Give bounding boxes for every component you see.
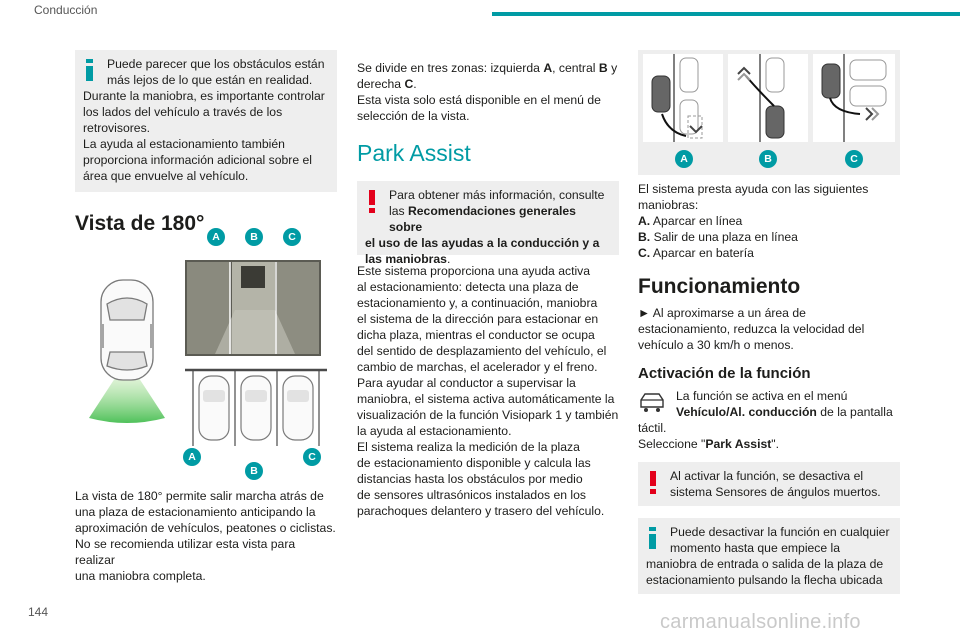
zones-paragraph: Se divide en tres zonas: izquierda A, central B y derecha C. Esta vista solo está disponible en el menú de selección de la vista. bbox=[357, 61, 618, 123]
car-icon bbox=[101, 280, 153, 380]
note-line: área que envuelve al vehículo. bbox=[83, 169, 249, 183]
subsection-heading: Activación de la función bbox=[638, 365, 811, 382]
maneuver-b-badge: B bbox=[759, 150, 777, 168]
maneuver-a-badge: A bbox=[675, 150, 693, 168]
view-180-illustration bbox=[75, 231, 337, 480]
note-line: La ayuda al estacionamiento también bbox=[83, 137, 285, 151]
column-right bbox=[638, 50, 900, 594]
section-heading: Funcionamiento bbox=[638, 275, 801, 298]
warning-note: Para obtener más información, consulte las Recomendaciones generales sobre el uso de las ayudas a la conducción y a las maniobras. bbox=[357, 181, 619, 255]
operation-paragraph: ► Al aproximarse a un área de estacionamiento, reduzca la velocidad del vehículo a 30 km/h o menos. bbox=[638, 306, 865, 352]
info-icon bbox=[649, 527, 656, 549]
column-left bbox=[75, 50, 337, 584]
maneuvers-intro: El sistema presta ayuda con las siguientes maniobras: bbox=[638, 182, 869, 212]
warning-icon bbox=[650, 471, 656, 495]
park-assist-description: Este sistema proporciona una ayuda activa al estacionamiento: detecta una plaza de estacionamiento y, a continuación, maniobra el sistema de la dirección para estacionar en dicha plaza, mientras el conductor se ocupa del sentido de desplazamiento del vehículo, el cambio de marchas, el acelerador y el freno. Para ayudar al conductor a supervisar la maniobra, el sistema activa automáticamente la visualización de la función Visiopark 1 y también la ayuda al estacionamiento. El sistema realiza la medición de la plaza de estacionamiento disponible y calcula las distancias hasta los obstáculos por medio de sensores ultrasónicos instalados en los parachoques delantero y trasero del vehículo. bbox=[357, 264, 619, 518]
column-middle bbox=[357, 50, 619, 519]
note-line: los lados del vehículo a través de los bbox=[83, 105, 283, 119]
zone-b-badge: B bbox=[245, 228, 263, 246]
list-item: A. Aparcar en línea bbox=[638, 214, 743, 228]
section-heading: Vista de 180° bbox=[75, 212, 205, 235]
maneuver-illustration bbox=[638, 50, 900, 175]
zone-c-badge: C bbox=[303, 448, 321, 466]
maneuvers-list bbox=[638, 213, 900, 261]
view-180-diagram bbox=[75, 240, 337, 480]
zone-b-badge: B bbox=[245, 462, 263, 480]
info-note: Puede desactivar la función en cualquier momento hasta que empiece la maniobra de entrada o salida de la plaza de estacionamiento pulsando la flecha ubicada bbox=[638, 518, 900, 594]
warning-icon bbox=[369, 190, 375, 214]
zone-a-badge: A bbox=[183, 448, 201, 466]
page-number: 144 bbox=[28, 605, 49, 619]
zone-a-badge: A bbox=[207, 228, 225, 246]
view-180-description: La vista de 180° permite salir marcha atrás de una plaza de estacionamiento anticipando la aproximación de vehículos, peatones o ciclistas. No se recomienda utilizar esta vista para realizar una maniobra completa. bbox=[75, 489, 336, 583]
maneuver-c-badge: C bbox=[845, 150, 863, 168]
list-item: B. Salir de una plaza en línea bbox=[638, 230, 798, 244]
info-icon bbox=[86, 59, 93, 81]
zone-c-badge: C bbox=[283, 228, 301, 246]
note-line: Durante la maniobra, es importante controlar bbox=[83, 89, 325, 103]
note-line: proporciona información adicional sobre el bbox=[83, 153, 312, 167]
activation-paragraph: La función se activa en el menú Vehículo/Al. conducción de la pantalla táctil. Seleccione "Park Assist". bbox=[638, 389, 893, 451]
header-accent-bar bbox=[492, 12, 960, 16]
vehicle-menu-icon bbox=[638, 391, 666, 413]
note-line: más lejos de lo que están en realidad. bbox=[107, 73, 313, 87]
list-item: C. Aparcar en batería bbox=[638, 246, 754, 260]
running-header: Conducción bbox=[34, 3, 98, 17]
parked-cars bbox=[199, 376, 313, 440]
note-line: retrovisores. bbox=[83, 121, 151, 135]
note-line: Puede parecer que los obstáculos están bbox=[107, 57, 325, 71]
info-note bbox=[75, 50, 337, 192]
warning-note: Al activar la función, se desactiva el sistema Sensores de ángulos muertos. bbox=[638, 462, 900, 506]
section-heading: Park Assist bbox=[357, 140, 471, 166]
watermark: carmanualsonline.info bbox=[660, 611, 861, 633]
